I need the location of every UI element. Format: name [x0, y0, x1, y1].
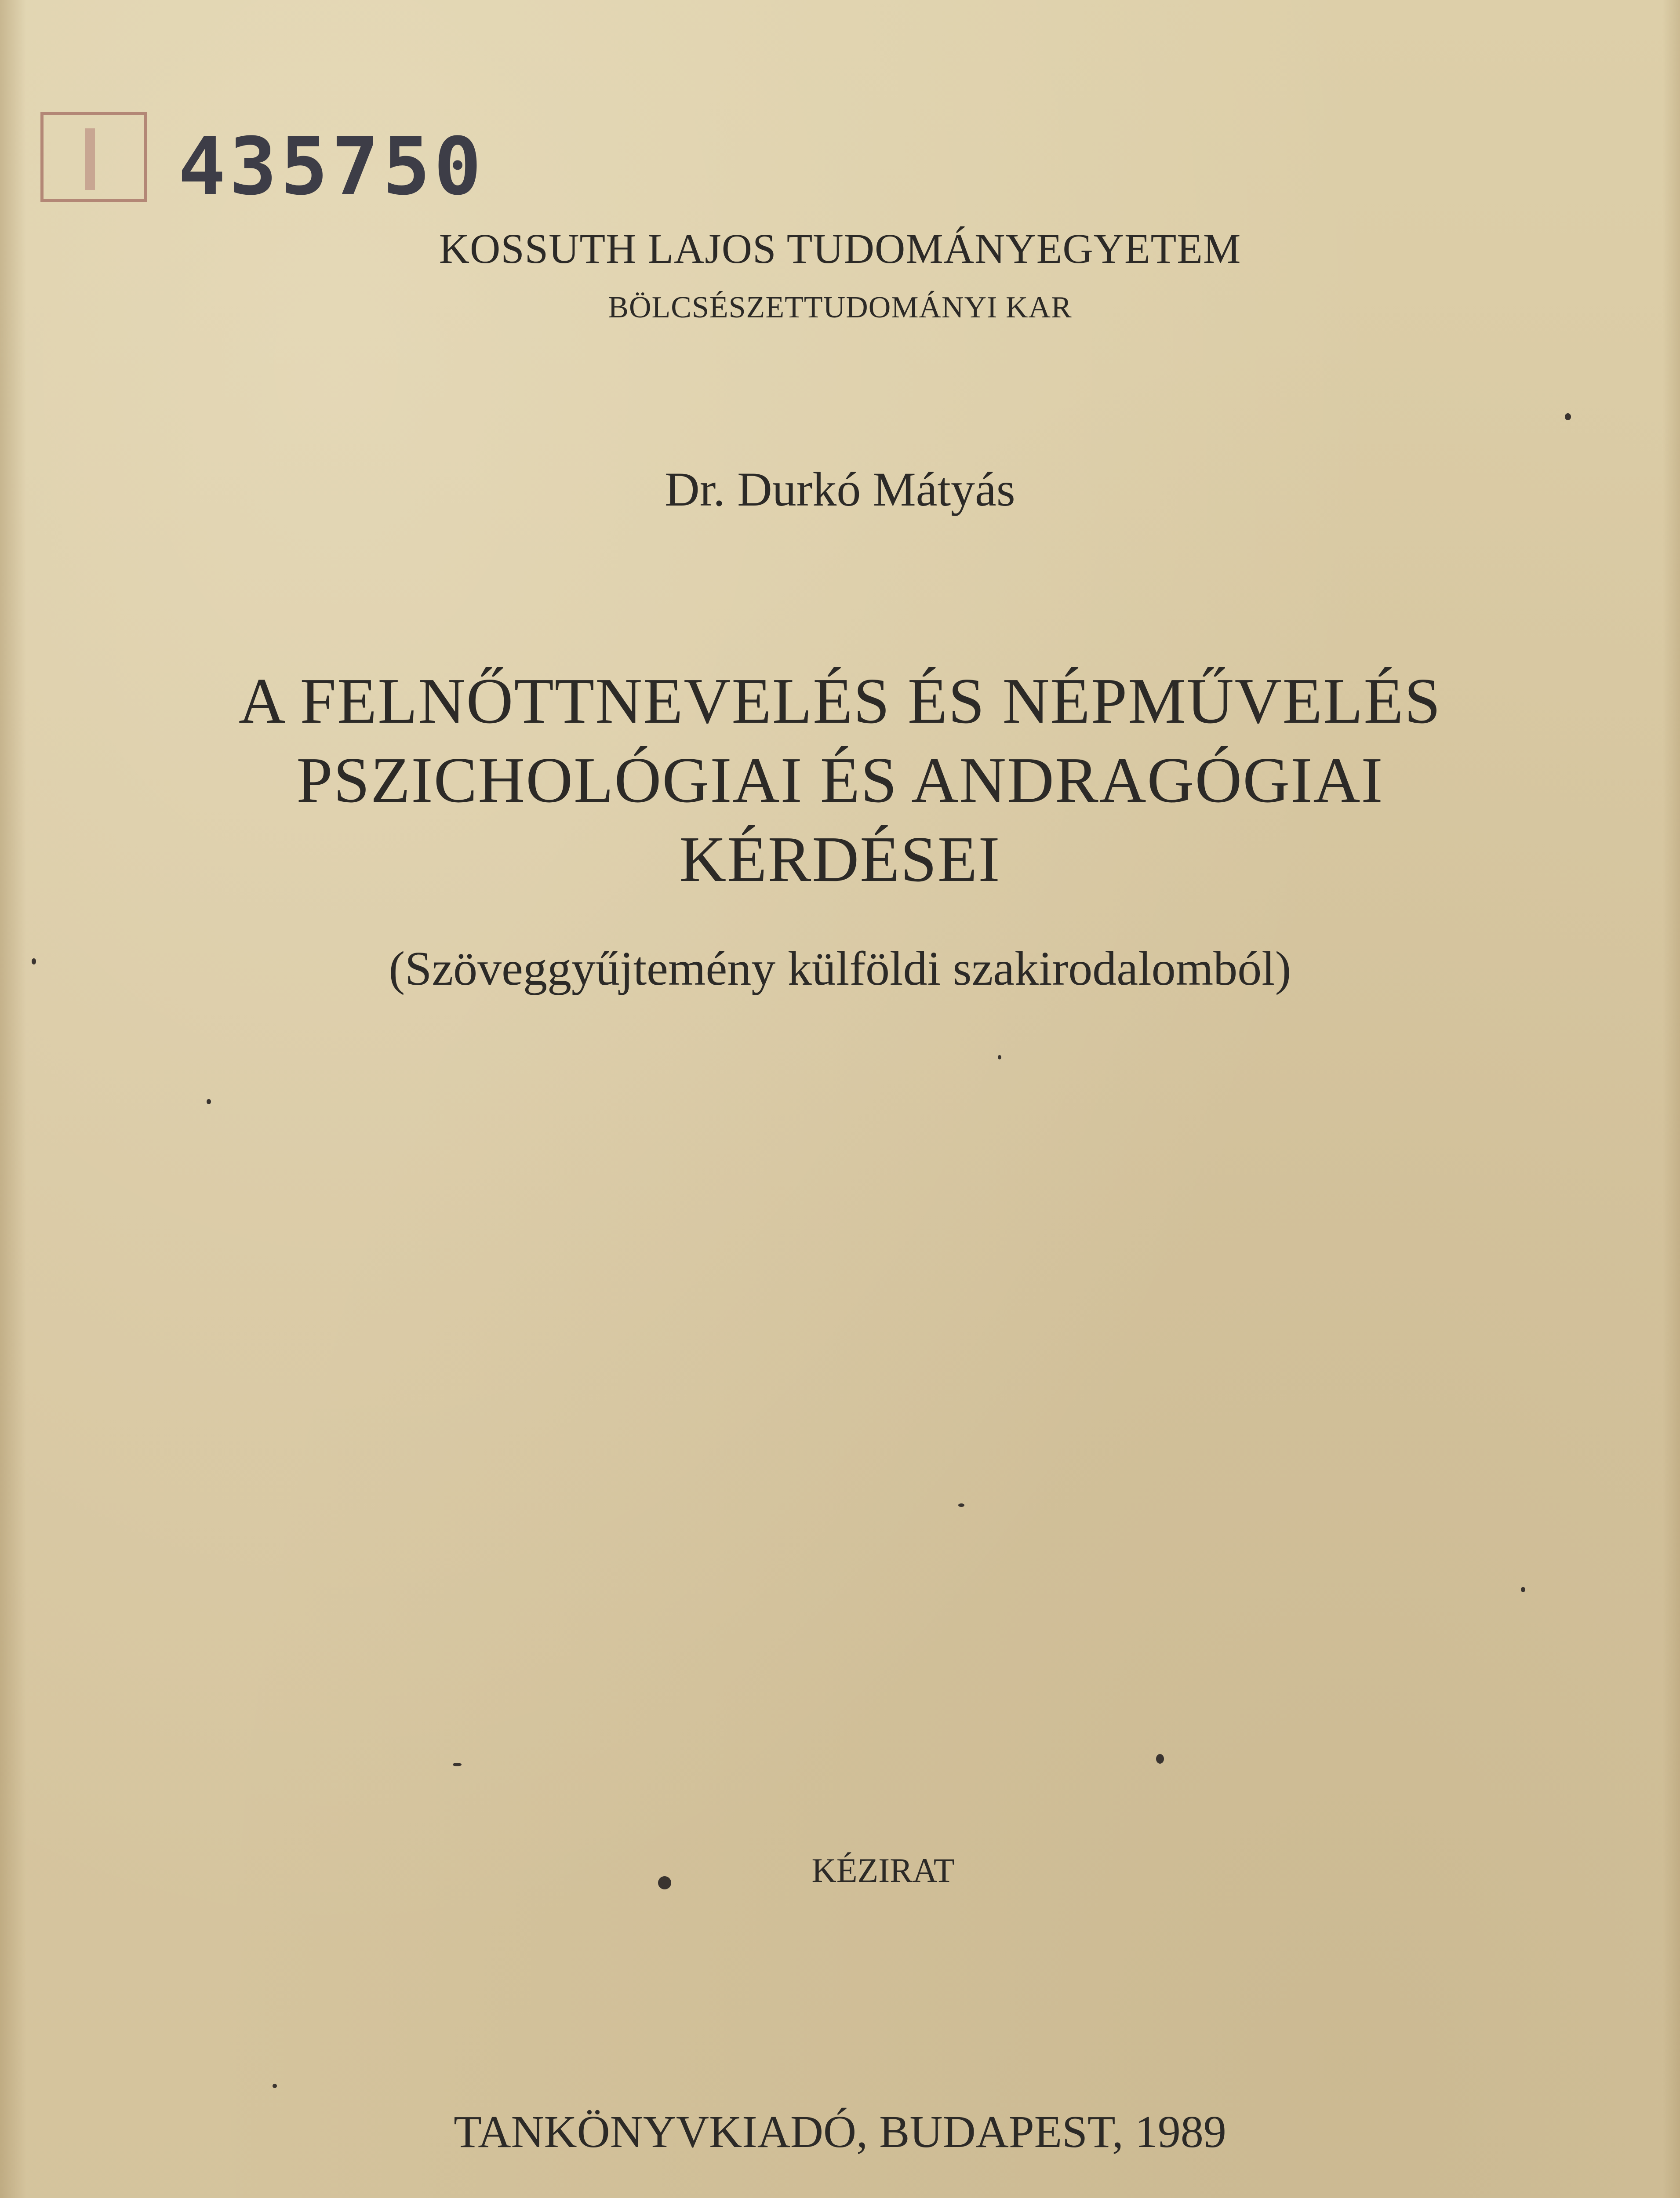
paper-speck — [207, 1099, 211, 1104]
author-name: Dr. Durkó Mátyás — [665, 462, 1015, 516]
paper-speck — [273, 2084, 277, 2088]
paper-speck — [32, 958, 36, 964]
title-line-2: PSZICHOLÓGIAI ÉS ANDRAGÓGIAI — [296, 744, 1384, 816]
title-line-1: A FELNŐTTNEVELÉS ÉS NÉPMŰVELÉS — [238, 665, 1442, 737]
publisher-line: TANKÖNYVKIADÓ, BUDAPEST, 1989 — [454, 2107, 1226, 2157]
university-name: KOSSUTH LAJOS TUDOMÁNYEGYETEM — [439, 225, 1241, 272]
library-stamp-box — [40, 112, 147, 202]
paper-speck — [453, 1763, 462, 1766]
manuscript-label: KÉZIRAT — [811, 1851, 955, 1889]
paper-speck — [958, 1503, 964, 1507]
title-line-3: KÉRDÉSEI — [679, 823, 1001, 895]
cover-left-edge — [0, 0, 26, 2198]
paper-speck — [1521, 1587, 1525, 1592]
faculty-name: BÖLCSÉSZETTUDOMÁNYI KAR — [608, 291, 1072, 324]
paper-speck — [1565, 413, 1571, 420]
subtitle: (Szöveggyűjtemény külföldi szakirodalomból) — [389, 942, 1291, 995]
paper-speck — [1156, 1754, 1164, 1764]
paper-speck — [998, 1055, 1001, 1059]
library-stamp-mark — [85, 128, 95, 190]
inventory-number: 435750 — [178, 121, 485, 213]
